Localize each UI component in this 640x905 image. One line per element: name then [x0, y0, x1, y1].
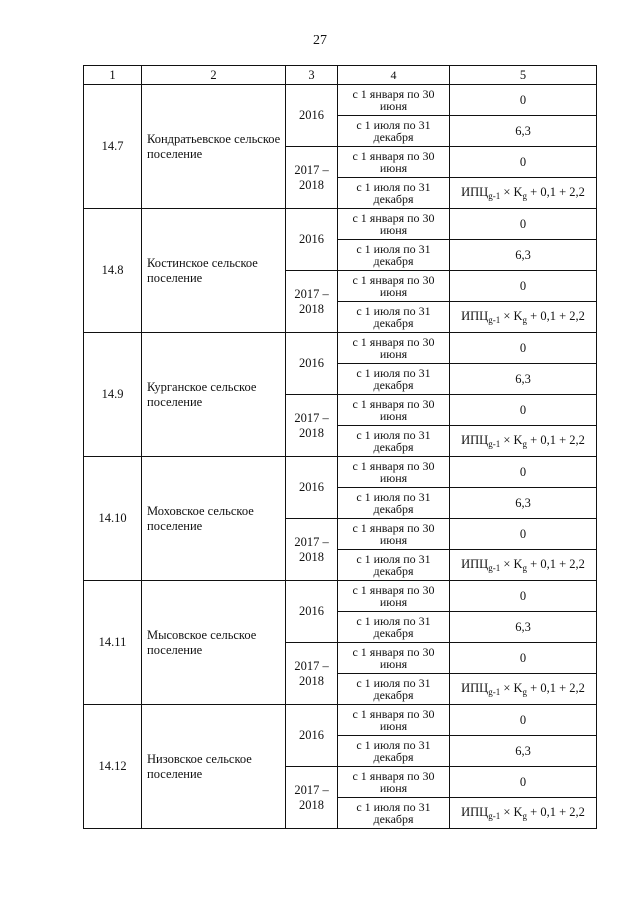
value-cell: 0 — [450, 519, 597, 550]
formula-base-subscript: g-1 — [488, 687, 501, 697]
section-number: 14.7 — [84, 85, 142, 209]
column-header: 3 — [286, 66, 338, 85]
value-cell: 0 — [450, 767, 597, 798]
formula-tail: + 0,1 + 2,2 — [527, 681, 585, 695]
column-header: 4 — [338, 66, 450, 85]
formula-multiplier-subscript: g — [522, 563, 528, 573]
value-cell: 6,3 — [450, 116, 597, 147]
value-cell: 0 — [450, 147, 597, 178]
formula-base: ИПЦ — [461, 805, 489, 819]
formula-multiplier-subscript: g — [522, 687, 528, 697]
value-cell: 0 — [450, 705, 597, 736]
year-cell: 2016 — [286, 333, 338, 395]
period-cell: с 1 июля по 31 декабря — [338, 798, 450, 829]
period-cell: с 1 января по 30 июня — [338, 643, 450, 674]
settlement-name: Низовское сельское поселение — [142, 705, 286, 829]
period-cell: с 1 июля по 31 декабря — [338, 240, 450, 271]
table-row — [84, 457, 597, 488]
period-cell: с 1 января по 30 июня — [338, 271, 450, 302]
value-cell: 6,3 — [450, 364, 597, 395]
period-cell: с 1 июля по 31 декабря — [338, 550, 450, 581]
section-number: 14.12 — [84, 705, 142, 829]
formula-multiplier-subscript: g — [522, 811, 528, 821]
page-number: 27 — [313, 33, 327, 48]
column-header: 5 — [450, 66, 597, 85]
value-cell: 6,3 — [450, 612, 597, 643]
formula-multiplier-subscript: g — [522, 191, 528, 201]
year-cell: 2017 – 2018 — [286, 395, 338, 457]
formula-multiplier: × K — [500, 185, 523, 199]
year-cell: 2017 – 2018 — [286, 767, 338, 829]
formula-base: ИПЦ — [461, 309, 489, 323]
value-cell: 0 — [450, 209, 597, 240]
settlement-name: Моховское сельское поселение — [142, 457, 286, 581]
tariff-table — [83, 65, 597, 829]
settlement-name: Курганское сельское поселение — [142, 333, 286, 457]
value-cell: 0 — [450, 581, 597, 612]
year-cell: 2017 – 2018 — [286, 643, 338, 705]
formula-base-subscript: g-1 — [488, 315, 501, 325]
formula-base-subscript: g-1 — [488, 439, 501, 449]
period-cell: с 1 января по 30 июня — [338, 581, 450, 612]
period-cell: с 1 июля по 31 декабря — [338, 674, 450, 705]
formula-cell — [450, 426, 597, 457]
value-cell: 0 — [450, 271, 597, 302]
period-cell: с 1 января по 30 июня — [338, 395, 450, 426]
formula-tail: + 0,1 + 2,2 — [527, 557, 585, 571]
column-header: 2 — [142, 66, 286, 85]
formula-multiplier: × K — [500, 557, 523, 571]
formula-multiplier-subscript: g — [522, 439, 528, 449]
period-cell: с 1 июля по 31 декабря — [338, 736, 450, 767]
formula-multiplier: × K — [500, 433, 523, 447]
table-row — [84, 85, 597, 116]
table-row — [84, 209, 597, 240]
formula-base-subscript: g-1 — [488, 191, 501, 201]
formula-tail: + 0,1 + 2,2 — [527, 309, 585, 323]
formula-tail: + 0,1 + 2,2 — [527, 185, 585, 199]
table-row — [84, 705, 597, 736]
formula-tail: + 0,1 + 2,2 — [527, 805, 585, 819]
formula-base: ИПЦ — [461, 557, 489, 571]
settlement-name: Костинское сельское поселение — [142, 209, 286, 333]
table-header-row — [84, 66, 597, 85]
year-cell: 2017 – 2018 — [286, 519, 338, 581]
year-cell: 2017 – 2018 — [286, 271, 338, 333]
period-cell: с 1 января по 30 июня — [338, 767, 450, 798]
formula-cell — [450, 550, 597, 581]
table-row — [84, 581, 597, 612]
value-cell: 0 — [450, 395, 597, 426]
formula-base: ИПЦ — [461, 185, 489, 199]
period-cell: с 1 января по 30 июня — [338, 147, 450, 178]
period-cell: с 1 января по 30 июня — [338, 519, 450, 550]
year-cell: 2016 — [286, 209, 338, 271]
value-cell: 6,3 — [450, 240, 597, 271]
formula-tail: + 0,1 + 2,2 — [527, 433, 585, 447]
value-cell: 0 — [450, 333, 597, 364]
section-number: 14.11 — [84, 581, 142, 705]
section-number: 14.9 — [84, 333, 142, 457]
year-cell: 2017 – 2018 — [286, 147, 338, 209]
year-cell: 2016 — [286, 85, 338, 147]
value-cell: 6,3 — [450, 736, 597, 767]
section-number: 14.10 — [84, 457, 142, 581]
year-cell: 2016 — [286, 457, 338, 519]
formula-multiplier: × K — [500, 309, 523, 323]
formula-cell — [450, 178, 597, 209]
value-cell: 0 — [450, 457, 597, 488]
formula-cell — [450, 674, 597, 705]
period-cell: с 1 января по 30 июня — [338, 457, 450, 488]
period-cell: с 1 июля по 31 декабря — [338, 364, 450, 395]
table-row — [84, 333, 597, 364]
formula-multiplier-subscript: g — [522, 315, 528, 325]
period-cell: с 1 июля по 31 декабря — [338, 488, 450, 519]
period-cell: с 1 января по 30 июня — [338, 705, 450, 736]
period-cell: с 1 июля по 31 декабря — [338, 426, 450, 457]
year-cell: 2016 — [286, 581, 338, 643]
value-cell: 0 — [450, 85, 597, 116]
period-cell: с 1 июля по 31 декабря — [338, 178, 450, 209]
column-header: 1 — [84, 66, 142, 85]
value-cell: 6,3 — [450, 488, 597, 519]
period-cell: с 1 июля по 31 декабря — [338, 302, 450, 333]
settlement-name: Мысовское сельское поселение — [142, 581, 286, 705]
formula-base-subscript: g-1 — [488, 811, 501, 821]
formula-base-subscript: g-1 — [488, 563, 501, 573]
formula-base: ИПЦ — [461, 681, 489, 695]
settlement-name: Кондратьевское сельское поселение — [142, 85, 286, 209]
year-cell: 2016 — [286, 705, 338, 767]
formula-cell — [450, 302, 597, 333]
formula-multiplier: × K — [500, 681, 523, 695]
formula-multiplier: × K — [500, 805, 523, 819]
period-cell: с 1 января по 30 июня — [338, 333, 450, 364]
period-cell: с 1 января по 30 июня — [338, 85, 450, 116]
section-number: 14.8 — [84, 209, 142, 333]
formula-base: ИПЦ — [461, 433, 489, 447]
period-cell: с 1 июля по 31 декабря — [338, 116, 450, 147]
period-cell: с 1 июля по 31 декабря — [338, 612, 450, 643]
period-cell: с 1 января по 30 июня — [338, 209, 450, 240]
formula-cell — [450, 798, 597, 829]
value-cell: 0 — [450, 643, 597, 674]
